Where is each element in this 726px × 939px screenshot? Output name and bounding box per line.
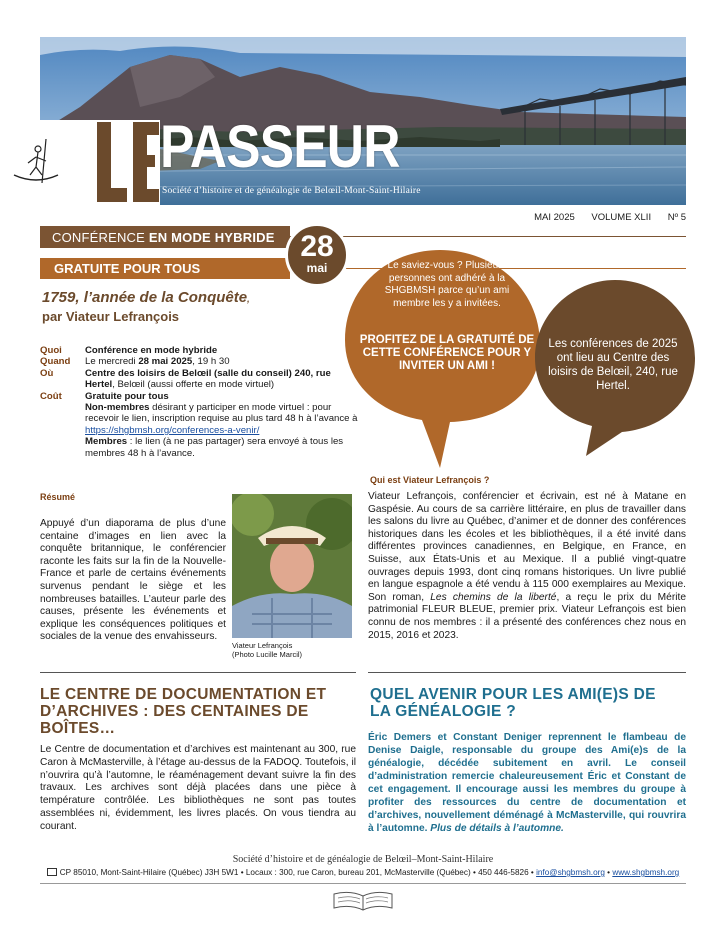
date-month: mai bbox=[306, 261, 328, 275]
detail-value bbox=[85, 391, 358, 459]
conference-title bbox=[42, 289, 250, 306]
detail-row bbox=[40, 345, 358, 356]
invite-cta: PROFITEZ DE LA GRATUITÉ DE CETTE CONFÉRENCE POUR Y INVITER UN AMI ! bbox=[359, 334, 535, 372]
book-title: Les chemins de la liberté bbox=[430, 591, 557, 603]
bio-text bbox=[368, 491, 686, 642]
caption-credit: (Photo Lucille Marcil) bbox=[232, 650, 303, 659]
detail-cost: Gratuite pour tous bbox=[85, 390, 169, 402]
centre-heading: LE CENTRE DE DOCUMENTATION ET D’ARCHIVES : DES CENTAINES DE BOÎTES… bbox=[40, 686, 327, 737]
footer-contact bbox=[40, 868, 686, 877]
detail-value bbox=[85, 368, 358, 391]
free-band: GRATUITE POUR TOUS bbox=[40, 258, 290, 279]
detail-value bbox=[85, 345, 358, 356]
detail-place: Centre des loisirs de Belœil (salle du conseil) 240, rue Hertel bbox=[85, 367, 331, 391]
venue-text: Les conférences de 2025 ont lieu au Centre des loisirs de Belœil, 240, rue Hertel. bbox=[548, 338, 678, 392]
amis-more: Plus de détails à l’automne. bbox=[430, 823, 564, 834]
issue-number: Nº 5 bbox=[667, 212, 686, 223]
amis-text bbox=[368, 731, 686, 835]
conference-title-text: 1759, l’année de la Conquête bbox=[42, 289, 248, 306]
amis-body: Éric Demers et Constant Deniger reprennent le flambeau de Denise Daigle, responsable du groupe des Ami(e)s de la généalogie, décédée subitement en avril. Le conseil d’administration remercie chaleureusement Éric et Constant de cet engagement. Il encourage aussi les membres du groupe à profiter des ressources du centre de documentation et d’archives, nouvellement déménagé à McMasterville, qui rouvrira à l’automne. bbox=[368, 732, 686, 834]
issue-month: MAI 2025 bbox=[534, 212, 575, 223]
detail-nonmembers-label: Non-membres bbox=[85, 402, 150, 414]
band-rule bbox=[290, 236, 686, 237]
did-you-know-text: Le saviez-vous ? Plusieurs personnes ont adhéré à la SHGBMSH parce qu’un ami membre les y a invitées. bbox=[384, 260, 510, 309]
title-punct: , bbox=[247, 294, 250, 304]
detail-row bbox=[40, 356, 358, 367]
centre-text: Le Centre de documentation et d’archives est maintenant au 300, rue Caron à McMasterville, à l’étage au-dessus de la FADOQ. Toutefois, il n’ouvrira qu’à l’automne, le réaménagement devant suivre la fin des travaux. Les archives sont déjà placées dans une pièce à température contrôlée. Les bibliothèques ne sont pas toutes assemblées ni, évidemment, les livres placés. On vous tiendra au courant. bbox=[40, 744, 356, 832]
conference-details bbox=[40, 345, 358, 459]
logo-le bbox=[93, 120, 159, 204]
detail-text: , 19 h 30 bbox=[192, 356, 230, 368]
section-divider bbox=[368, 672, 686, 673]
detail-members-label: Membres bbox=[85, 436, 128, 448]
email-link[interactable]: info@shgbmsh.org bbox=[536, 868, 605, 877]
speaker-photo bbox=[232, 494, 352, 638]
detail-label: Où bbox=[40, 367, 54, 379]
detail-text: , Belœil (aussi offerte en mode virtuel) bbox=[112, 379, 275, 391]
registration-link[interactable]: https://shgbmsh.org/conferences-a-venir/ bbox=[85, 424, 260, 436]
photo-caption bbox=[232, 641, 302, 659]
caption-name: Viateur Lefrançois bbox=[232, 641, 293, 650]
amis-heading: QUEL AVENIR POUR LES AMI(E)S DE LA GÉNÉALOGIE ? bbox=[370, 686, 656, 720]
detail-row bbox=[40, 368, 358, 391]
speaker-portrait bbox=[232, 494, 352, 638]
detail-text: Le mercredi bbox=[85, 356, 139, 368]
issue-volume: VOLUME XLII bbox=[591, 212, 652, 223]
detail-value bbox=[85, 356, 358, 367]
footer-divider bbox=[40, 883, 686, 884]
date-day: 28 bbox=[300, 230, 334, 263]
masthead-title: PASSEUR bbox=[160, 113, 400, 180]
band-light-text: CONFÉRENCE bbox=[52, 230, 149, 245]
band-bold-text: EN MODE HYBRIDE bbox=[148, 230, 275, 245]
conference-mode-band bbox=[40, 226, 290, 248]
footer-organization: Société d’histoire et de généalogie de Belœil–Mont-Saint-Hilaire bbox=[232, 854, 494, 865]
mailbox-icon bbox=[47, 868, 57, 876]
bio-part: , a reçu le prix du Mérite patrimonial FLEUR BLEUE, premier prix. Viateur Lefrançois est bien connu de nos membres : il a présenté des conférences chez nous en 2015, 2016 et 2023. bbox=[368, 591, 686, 641]
bio-heading: Qui est Viateur Lefrançois ? bbox=[370, 475, 490, 485]
detail-label: Quoi bbox=[40, 345, 62, 356]
conference-speaker: par Viateur Lefrançois bbox=[42, 309, 180, 324]
detail-label: Quand bbox=[40, 356, 71, 368]
website-link[interactable]: www.shgbmsh.org bbox=[612, 868, 680, 877]
detail-nonmembers-text: désirant y participer en mode virtuel : pour recevoir le lien, inscription requise au plus tard 48 h à l’avance à bbox=[85, 402, 358, 425]
detail-label: Coût bbox=[40, 390, 62, 402]
detail-date: 28 mai 2025 bbox=[138, 356, 193, 368]
resume-heading: Résumé bbox=[40, 492, 76, 502]
resume-text: Appuyé d’un diaporama de plus d’une centaine d’images en lien avec la conquête britannique, le conférencier raconte les faits sur la fin de la Nouvelle-France et parle de certains événements survenus pendant le siège et les nombreuses batailles. L’auteur parle des causes, présente les événements et explique les conséquences politiques et sociales de la venue des envahisseurs. bbox=[40, 518, 226, 643]
open-book-icon bbox=[330, 890, 396, 912]
detail-quoi: Conférence en mode hybride bbox=[85, 345, 218, 356]
detail-row bbox=[40, 391, 358, 459]
detail-members-text: : le lien (à ne pas partager) sera envoyé à tous les membres 48 h à l’avance. bbox=[85, 436, 344, 459]
boatman-icon bbox=[12, 135, 60, 187]
masthead-subtitle: Société d’histoire et de généalogie de Belœil-Mont-Saint-Hilaire bbox=[162, 186, 421, 196]
bio-part: Viateur Lefrançois, conférencier et écrivain, est né à Matane en Gaspésie. Au cours de sa carrière littéraire, en plus de travailler dans les salons du livre au Québec, d’animer et de donner des conférences historiques dans les écoles et les bibliothèques, il a été invité dans différentes provinces canadiennes, en Belgique, en France, en Suisse, aux États-Unis et au Mexique. Il a publié vingt-quatre ouvrages depuis 1993, dont cinq romans historiques. Un livre publié en langue espagnole a été vendu à 115 000 exemplaires au Mexique. Son roman, bbox=[368, 491, 686, 603]
issue-info bbox=[520, 212, 686, 223]
footer-address: CP 85010, Mont-Saint-Hilaire (Québec) J3H 5W1 • Locaux : 300, rue Caron, bureau 201, McMasterville (Québec) • 450 446-5826 • bbox=[59, 868, 537, 877]
section-divider bbox=[40, 672, 356, 673]
footer-separator: • bbox=[604, 868, 613, 877]
